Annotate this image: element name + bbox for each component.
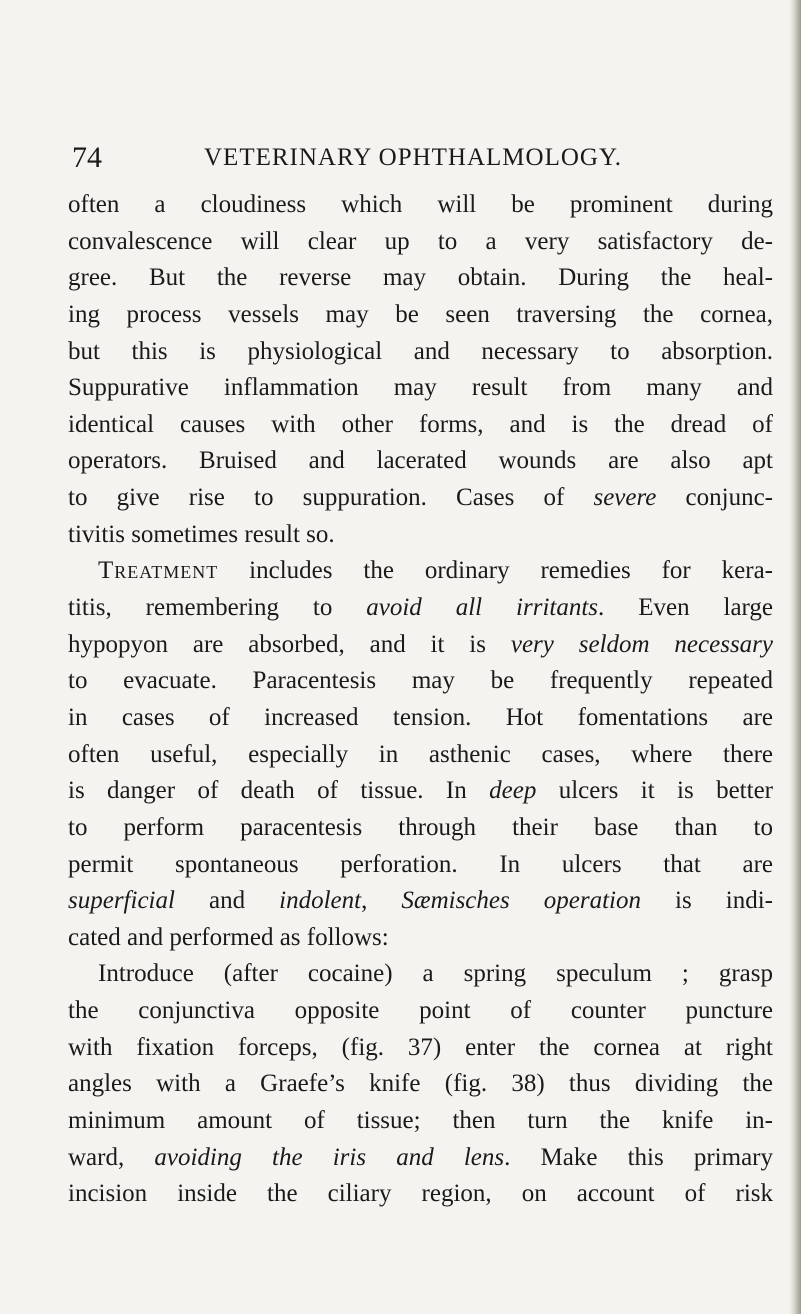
text-line: with fixation forceps, (fig. 37) enter the cornea at right <box>68 1033 773 1061</box>
text-line: ward, avoiding the iris and lens. Make this primary <box>68 1143 773 1171</box>
text-line: Treatment includes the ordinary remedies for kera- <box>98 557 773 585</box>
text-line: convalescence will clear up to a very satisfactory de- <box>68 227 773 255</box>
text-line: to evacuate. Paracentesis may be frequently repeated <box>68 667 773 695</box>
text-line: operators. Bruised and lacerated wounds are also apt <box>68 447 773 475</box>
text-line: hypopyon are absorbed, and it is very seldom necessary <box>68 630 773 658</box>
text-line: is danger of death of tissue. In deep ulcers it is better <box>68 777 773 805</box>
text-line: often useful, especially in asthenic cases, where there <box>68 740 773 768</box>
text-line: to perform paracentesis through their base than to <box>68 813 773 841</box>
text-line: superficial and indolent, Sæmisches operation is indi- <box>68 887 773 915</box>
text-line: Introduce (after cocaine) a spring speculum ; grasp <box>98 960 773 988</box>
text-line: minimum amount of tissue; then turn the knife in- <box>68 1107 773 1135</box>
body-text <box>68 187 773 1213</box>
text-line: titis, remembering to avoid all irritants. Even large <box>68 594 774 622</box>
page-header <box>72 138 772 178</box>
page-number: 74 <box>72 141 102 174</box>
text-line: Suppurative inflammation may result from many and <box>68 374 773 402</box>
text-line: tivitis sometimes result so. <box>68 520 335 548</box>
text-line: permit spontaneous perforation. In ulcers that are <box>68 850 773 878</box>
text-line: ing process vessels may be seen traversing the cornea, <box>68 300 773 328</box>
text-line: incision inside the ciliary region, on account of risk <box>68 1180 773 1208</box>
text-line: the conjunctiva opposite point of counter puncture <box>68 997 773 1025</box>
text-line: often a cloudiness which will be prominent during <box>68 191 773 218</box>
text-line: cated and performed as follows: <box>68 923 389 951</box>
page-edge-shadow <box>789 0 801 1314</box>
text-line: but this is physiological and necessary to absorption. <box>68 337 773 365</box>
text-line: angles with a Graefe’s knife (fig. 38) thus dividing the <box>68 1070 773 1098</box>
text-line: in cases of increased tension. Hot fomentations are <box>68 703 773 731</box>
text-line: identical causes with other forms, and is the dread of <box>68 410 773 438</box>
running-head: VETERINARY OPHTHALMOLOGY. <box>204 144 623 171</box>
text-line: gree. But the reverse may obtain. During the heal- <box>68 264 773 292</box>
text-line: to give rise to suppuration. Cases of severe conjunc- <box>68 484 773 512</box>
